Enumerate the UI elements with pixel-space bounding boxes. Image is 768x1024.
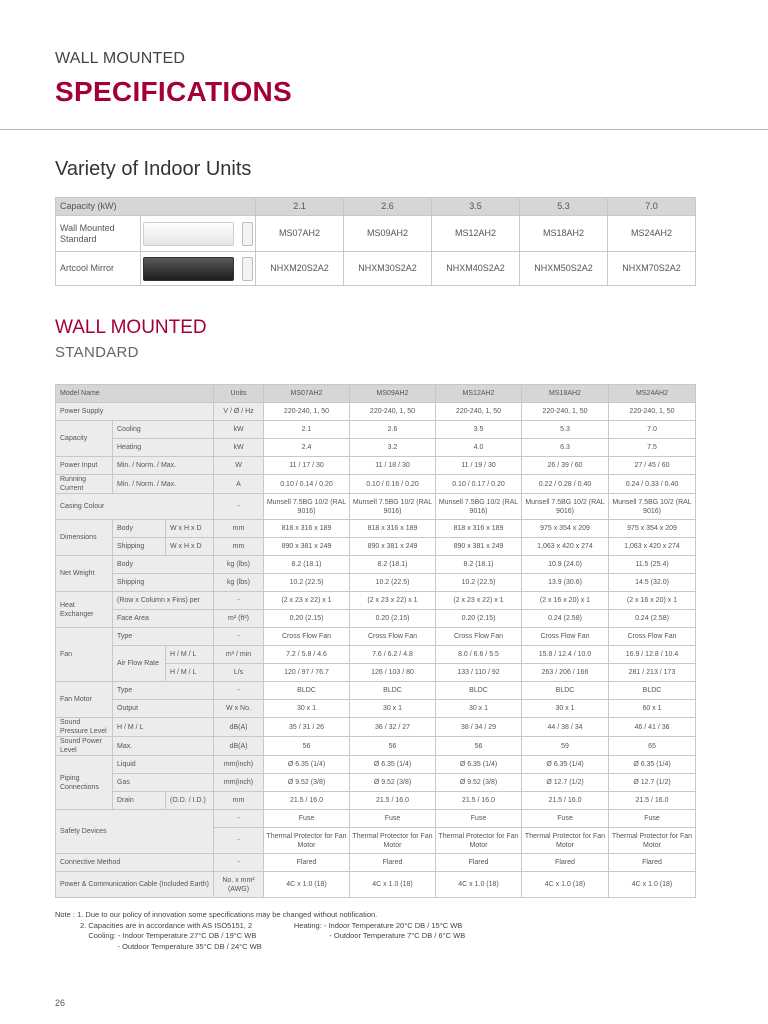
spec-value: 4C x 1.0 (18) [436, 872, 522, 898]
spec-value: 0.20 (2.15) [436, 610, 522, 628]
model-cell: MS18AH2 [520, 216, 608, 252]
spec-value: 0.10 / 0.16 / 0.20 [350, 475, 436, 494]
model-cell: NHXM40S2A2 [432, 252, 520, 286]
spec-value: 133 / 110 / 92 [436, 664, 522, 682]
white-indoor-unit-image [143, 222, 234, 246]
spec-group-label: Power Input [56, 457, 113, 475]
spec-unit: kW [214, 439, 264, 457]
model-cell: MS12AH2 [432, 216, 520, 252]
variety-row-standard [56, 216, 696, 252]
spec-header-row [56, 385, 696, 403]
spec-value: 15.8 / 12.4 / 10.0 [522, 646, 609, 664]
spec-value: 890 x 381 x 249 [264, 538, 350, 556]
spec-group-label: Casing Colour [56, 494, 214, 520]
spec-value: 7.6 / 6.2 / 4.8 [350, 646, 436, 664]
unit-image-cell [141, 252, 256, 286]
spec-group-label: Power & Communication Cable (Included Earth) [56, 872, 214, 898]
capacity-label: Capacity (kW) [56, 198, 256, 216]
spec-value: 10.2 (22.5) [436, 574, 522, 592]
spec-value: 220-240, 1, 50 [522, 403, 609, 421]
model-header: MS12AH2 [436, 385, 522, 403]
spec-value: 60 x 1 [609, 700, 696, 718]
spec-value: 5.3 [522, 421, 609, 439]
variety-row-artcool [56, 252, 696, 286]
spec-value: 8.2 (18.1) [436, 556, 522, 574]
spec-value: Fuse [522, 810, 609, 828]
spec-value: Thermal Protector for Fan Motor [609, 828, 696, 854]
spec-row [56, 592, 696, 610]
spec-value: (2 x 23 x 22) x 1 [264, 592, 350, 610]
spec-value: Cross Flow Fan [350, 628, 436, 646]
spec-value: 2.4 [264, 439, 350, 457]
spec-group-label: Net Weight [56, 556, 113, 592]
spec-unit: - [214, 592, 264, 610]
spec-value: 44 / 38 / 34 [522, 718, 609, 737]
unit-image-cell [141, 216, 256, 252]
spec-value: 220-240, 1, 50 [264, 403, 350, 421]
page-title: SPECIFICATIONS [55, 76, 293, 107]
spec-value: BLDC [609, 682, 696, 700]
spec-sub2-label: H / M / L [166, 664, 214, 682]
spec-unit: mm(inch) [214, 756, 264, 774]
spec-value: 890 x 381 x 249 [350, 538, 436, 556]
capacity-value: 2.1 [256, 198, 344, 216]
spec-value: Thermal Protector for Fan Motor [350, 828, 436, 854]
spec-sub2-label: W x H x D [166, 520, 214, 538]
spec-row [56, 475, 696, 494]
spec-value: (2 x 16 x 20) x 1 [609, 592, 696, 610]
remote-control-image [242, 257, 253, 281]
spec-value: 21.5 / 16.0 [436, 792, 522, 810]
spec-value: 56 [350, 737, 436, 756]
spec-row [56, 646, 696, 664]
footnotes [55, 910, 465, 952]
spec-value: 281 / 213 / 173 [609, 664, 696, 682]
spec-value: 0.20 (2.15) [350, 610, 436, 628]
spec-sub-label: Shipping [113, 538, 166, 556]
spec-value: 11 / 17 / 30 [264, 457, 350, 475]
spec-value: Thermal Protector for Fan Motor [522, 828, 609, 854]
spec-unit: - [214, 810, 264, 828]
spec-value: 10.2 (22.5) [264, 574, 350, 592]
spec-value: Ø 9.52 (3/8) [350, 774, 436, 792]
spec-value: 10.2 (22.5) [350, 574, 436, 592]
spec-sub-label: Min. / Norm. / Max. [113, 475, 214, 494]
spec-value: (2 x 23 x 22) x 1 [436, 592, 522, 610]
spec-unit: - [214, 828, 264, 854]
model-header: MS24AH2 [609, 385, 696, 403]
spec-row [56, 574, 696, 592]
spec-sub-label: Face Area [113, 610, 214, 628]
note-line: - Outdoor Temperature 35°C DB / 24°C WB [55, 941, 262, 951]
spec-row [56, 538, 696, 556]
spec-value: 0.24 (2.58) [522, 610, 609, 628]
variety-title: Variety of Indoor Units [55, 158, 252, 180]
model-cell: MS24AH2 [608, 216, 696, 252]
remote-control-image [242, 222, 253, 246]
spec-unit: mm [214, 538, 264, 556]
spec-unit: mm(inch) [214, 774, 264, 792]
spec-unit: - [214, 854, 264, 872]
spec-value: Ø 9.52 (3/8) [436, 774, 522, 792]
spec-value: 7.2 / 5.8 / 4.6 [264, 646, 350, 664]
spec-value: 6.3 [522, 439, 609, 457]
spec-value: 8.0 / 6.6 / 5.5 [436, 646, 522, 664]
spec-unit: L/s [214, 664, 264, 682]
spec-value: BLDC [350, 682, 436, 700]
spec-unit: kg (lbs) [214, 574, 264, 592]
spec-value: 3.5 [436, 421, 522, 439]
spec-value: Fuse [264, 810, 350, 828]
spec-value: Ø 6.35 (1/4) [264, 756, 350, 774]
spec-value: 126 / 103 / 80 [350, 664, 436, 682]
spec-value: 38 / 34 / 29 [436, 718, 522, 737]
spec-value: 1,063 x 420 x 274 [522, 538, 609, 556]
spec-value: 65 [609, 737, 696, 756]
spec-row [56, 556, 696, 574]
spec-sub2-label: (O.D. / I.D.) [166, 792, 214, 810]
spec-group-label: Connective Method [56, 854, 214, 872]
spec-value: 21.5 / 16.0 [522, 792, 609, 810]
spec-value: Flared [350, 854, 436, 872]
spec-group-label: Power Supply [56, 403, 214, 421]
spec-value: BLDC [264, 682, 350, 700]
model-cell: NHXM70S2A2 [608, 252, 696, 286]
model-header: MS18AH2 [522, 385, 609, 403]
header-divider [0, 129, 768, 130]
spec-sub-label: Drain [113, 792, 166, 810]
spec-value: 21.5 / 16.0 [264, 792, 350, 810]
spec-value: 11 / 19 / 30 [436, 457, 522, 475]
spec-value: 30 x 1 [264, 700, 350, 718]
spec-value: Munsell 7.5BG 10/2 (RAL 9016) [264, 494, 350, 520]
spec-value: 16.9 / 12.8 / 10.4 [609, 646, 696, 664]
units-header: Units [214, 385, 264, 403]
spec-value: 27 / 45 / 60 [609, 457, 696, 475]
model-cell: NHXM30S2A2 [344, 252, 432, 286]
spec-value: Ø 6.35 (1/4) [522, 756, 609, 774]
spec-value: Flared [522, 854, 609, 872]
spec-group-label: Sound Pressure Level [56, 718, 113, 737]
spec-value: 8.2 (18.1) [350, 556, 436, 574]
spec-value: 21.5 / 16.0 [350, 792, 436, 810]
spec-group-label: Dimensions [56, 520, 113, 556]
model-cell: NHXM50S2A2 [520, 252, 608, 286]
spec-value: Flared [609, 854, 696, 872]
spec-unit: A [214, 475, 264, 494]
spec-value: Ø 6.35 (1/4) [609, 756, 696, 774]
spec-value: 0.22 / 0.28 / 0.40 [522, 475, 609, 494]
model-header: MS09AH2 [350, 385, 436, 403]
spec-group-label: Fan [56, 628, 113, 682]
spec-value: Fuse [436, 810, 522, 828]
spec-value: 3.2 [350, 439, 436, 457]
spec-value: 818 x 316 x 189 [264, 520, 350, 538]
spec-row [56, 810, 696, 828]
spec-row [56, 774, 696, 792]
spec-value: 220-240, 1, 50 [350, 403, 436, 421]
model-name-header: Model Name [56, 385, 214, 403]
spec-sub-label: Heating [113, 439, 214, 457]
spec-value: 263 / 206 / 166 [522, 664, 609, 682]
spec-value: 4C x 1.0 (18) [522, 872, 609, 898]
spec-value: 30 x 1 [350, 700, 436, 718]
spec-value: 975 x 354 x 209 [609, 520, 696, 538]
spec-value: 0.24 (2.58) [609, 610, 696, 628]
spec-row [56, 628, 696, 646]
spec-sub-label: Liquid [113, 756, 214, 774]
black-mirror-indoor-unit-image [143, 257, 234, 281]
spec-value: 220-240, 1, 50 [609, 403, 696, 421]
spec-value: 7.5 [609, 439, 696, 457]
spec-unit: mm [214, 792, 264, 810]
capacity-value: 3.5 [432, 198, 520, 216]
spec-value: Ø 12.7 (1/2) [609, 774, 696, 792]
spec-value: 11 / 18 / 30 [350, 457, 436, 475]
spec-sub-label: Air Flow Rate [113, 646, 166, 682]
spec-value: 11.5 (25.4) [609, 556, 696, 574]
spec-unit: No. x mm² (AWG) [214, 872, 264, 898]
spec-row [56, 439, 696, 457]
page-number: 26 [55, 998, 66, 1008]
spec-row [56, 494, 696, 520]
spec-sub-label: Type [113, 682, 214, 700]
spec-value: Munsell 7.5BG 10/2 (RAL 9016) [609, 494, 696, 520]
spec-table [55, 384, 696, 898]
spec-value: Flared [436, 854, 522, 872]
spec-value: Cross Flow Fan [609, 628, 696, 646]
spec-sub-label: H / M / L [113, 718, 214, 737]
spec-row [56, 682, 696, 700]
spec-value: 818 x 316 x 189 [350, 520, 436, 538]
spec-unit: mm [214, 520, 264, 538]
spec-value: Cross Flow Fan [522, 628, 609, 646]
spec-value: 26 / 39 / 60 [522, 457, 609, 475]
spec-unit: m² (ft²) [214, 610, 264, 628]
spec-group-label: Fan Motor [56, 682, 113, 718]
spec-group-label: Running Current [56, 475, 113, 494]
spec-unit: - [214, 494, 264, 520]
spec-unit: m³ / min [214, 646, 264, 664]
spec-row [56, 737, 696, 756]
spec-value: 21.5 / 16.0 [609, 792, 696, 810]
spec-sub-label: Body [113, 520, 166, 538]
unit-type-label: Artcool Mirror [56, 252, 141, 286]
variety-table [55, 197, 696, 286]
spec-value: 0.10 / 0.14 / 0.20 [264, 475, 350, 494]
spec-group-label: Safety Devices [56, 810, 214, 854]
model-header: MS07AH2 [264, 385, 350, 403]
spec-value: 975 x 354 x 209 [522, 520, 609, 538]
spec-sub-label: Shipping [113, 574, 214, 592]
note-line: Note : 1. Due to our policy of innovation some specifications may be changed without notification. [55, 910, 378, 919]
spec-unit: W [214, 457, 264, 475]
spec-value: Thermal Protector for Fan Motor [264, 828, 350, 854]
spec-value: 4C x 1.0 (18) [350, 872, 436, 898]
spec-value: Fuse [350, 810, 436, 828]
spec-value: 890 x 381 x 249 [436, 538, 522, 556]
spec-value: Ø 12.7 (1/2) [522, 774, 609, 792]
model-cell: MS09AH2 [344, 216, 432, 252]
spec-group-label: Piping Connections [56, 756, 113, 810]
note-line: 2. Capacities are in accordance with AS ISO5151, 2 Heating: - Indoor Temperature 20°C DB / 15°C WB [55, 920, 463, 930]
spec-row [56, 520, 696, 538]
spec-value: BLDC [436, 682, 522, 700]
spec-row [56, 421, 696, 439]
spec-value: Ø 6.35 (1/4) [350, 756, 436, 774]
spec-sub-label: (Row x Column x Fins) per [113, 592, 214, 610]
spec-sub-label: Type [113, 628, 214, 646]
spec-value: 30 x 1 [522, 700, 609, 718]
spec-sub-label: Output [113, 700, 214, 718]
spec-value: 8.2 (18.1) [264, 556, 350, 574]
spec-value: 220-240, 1, 50 [436, 403, 522, 421]
unit-type-label: Wall Mounted Standard [56, 216, 141, 252]
spec-unit: kW [214, 421, 264, 439]
spec-group-label: Heat Exchanger [56, 592, 113, 628]
spec-value: 7.0 [609, 421, 696, 439]
spec-value: 36 / 32 / 27 [350, 718, 436, 737]
spec-value: 120 / 97 / 76.7 [264, 664, 350, 682]
spec-value: 818 x 316 x 189 [436, 520, 522, 538]
spec-value: 13.9 (30.6) [522, 574, 609, 592]
spec-row [56, 403, 696, 421]
spec-value: (2 x 23 x 22) x 1 [350, 592, 436, 610]
spec-sub2-label: H / M / L [166, 646, 214, 664]
spec-row [56, 854, 696, 872]
spec-row [56, 872, 696, 898]
spec-value: 4C x 1.0 (18) [609, 872, 696, 898]
spec-value: 2.1 [264, 421, 350, 439]
spec-value: 4.0 [436, 439, 522, 457]
variety-header-row [56, 198, 696, 216]
spec-row [56, 457, 696, 475]
spec-value: Thermal Protector for Fan Motor [436, 828, 522, 854]
spec-row [56, 756, 696, 774]
spec-value: 10.9 (24.0) [522, 556, 609, 574]
spec-value: 0.10 / 0.17 / 0.20 [436, 475, 522, 494]
spec-unit: - [214, 628, 264, 646]
spec-value: 1,063 x 420 x 274 [609, 538, 696, 556]
spec-sub2-label: W x H x D [166, 538, 214, 556]
note-line: Cooling: - Indoor Temperature 27°C DB / 19°C WB - Outdoor Temperature 7°C DB / 6°C WB [55, 931, 466, 940]
capacity-value: 7.0 [608, 198, 696, 216]
spec-value: Cross Flow Fan [264, 628, 350, 646]
spec-value: Fuse [609, 810, 696, 828]
spec-value: (2 x 16 x 20) x 1 [522, 592, 609, 610]
spec-value: 35 / 31 / 26 [264, 718, 350, 737]
spec-value: 14.5 (32.0) [609, 574, 696, 592]
spec-row [56, 792, 696, 810]
spec-value: 0.20 (2.15) [264, 610, 350, 628]
spec-sub-label: Max. [113, 737, 214, 756]
spec-sub-label: Body [113, 556, 214, 574]
spec-unit: dB(A) [214, 718, 264, 737]
spec-value: 0.24 / 0.33 / 0.40 [609, 475, 696, 494]
spec-sub-label: Min. / Norm. / Max. [113, 457, 214, 475]
capacity-value: 2.6 [344, 198, 432, 216]
spec-value: Cross Flow Fan [436, 628, 522, 646]
spec-sub-label: Cooling [113, 421, 214, 439]
spec-unit: kg (lbs) [214, 556, 264, 574]
spec-value: Munsell 7.5BG 10/2 (RAL 9016) [436, 494, 522, 520]
header-category: WALL MOUNTED [55, 50, 186, 67]
spec-value: 59 [522, 737, 609, 756]
section-title: WALL MOUNTED [55, 317, 207, 338]
spec-value: BLDC [522, 682, 609, 700]
spec-value: Munsell 7.5BG 10/2 (RAL 9016) [350, 494, 436, 520]
capacity-value: 5.3 [520, 198, 608, 216]
spec-value: 30 x 1 [436, 700, 522, 718]
section-subtitle: STANDARD [55, 344, 139, 361]
spec-value: Munsell 7.5BG 10/2 (RAL 9016) [522, 494, 609, 520]
spec-value: Ø 6.35 (1/4) [436, 756, 522, 774]
spec-value: Ø 9.52 (3/8) [264, 774, 350, 792]
spec-value: 2.6 [350, 421, 436, 439]
spec-row [56, 718, 696, 737]
spec-value: 46 / 41 / 36 [609, 718, 696, 737]
spec-unit: W x No. [214, 700, 264, 718]
spec-value: Flared [264, 854, 350, 872]
spec-value: 4C x 1.0 (18) [264, 872, 350, 898]
spec-sub-label: Gas [113, 774, 214, 792]
spec-value: 56 [264, 737, 350, 756]
model-cell: NHXM20S2A2 [256, 252, 344, 286]
spec-row [56, 610, 696, 628]
spec-unit: dB(A) [214, 737, 264, 756]
spec-group-label: Sound Power Level [56, 737, 113, 756]
spec-unit: - [214, 682, 264, 700]
spec-row [56, 700, 696, 718]
spec-value: 56 [436, 737, 522, 756]
spec-unit: V / Ø / Hz [214, 403, 264, 421]
model-cell: MS07AH2 [256, 216, 344, 252]
spec-group-label: Capacity [56, 421, 113, 457]
